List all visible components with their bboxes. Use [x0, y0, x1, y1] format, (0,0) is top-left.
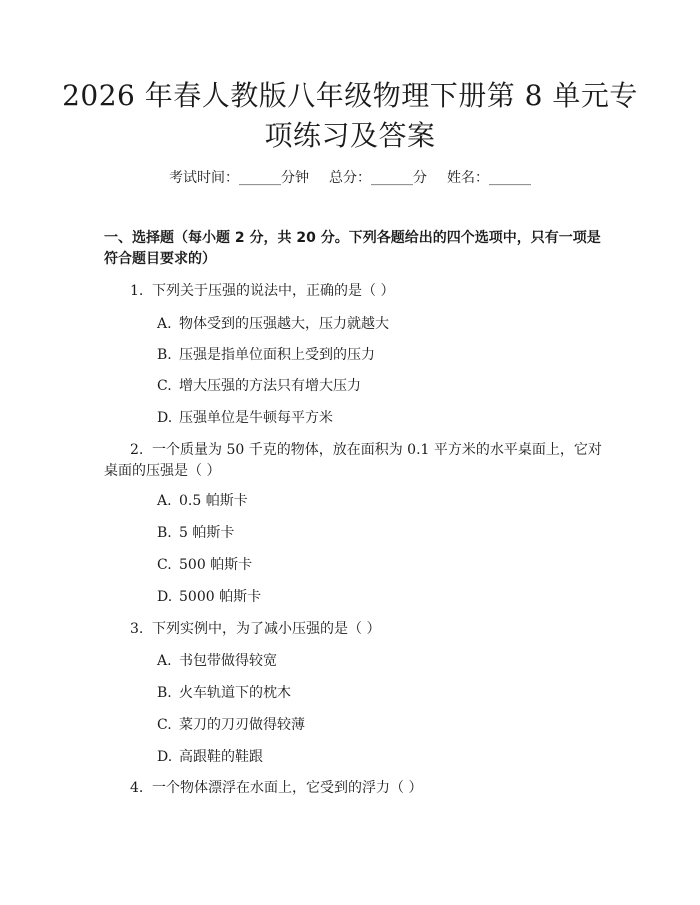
option-letter: B. [157, 525, 172, 541]
option-letter: C. [157, 378, 172, 394]
option-text: 0.5 帕斯卡 [179, 493, 248, 509]
question-1-option-b [157, 345, 375, 365]
question-number: 4. [130, 780, 144, 796]
option-letter: A. [157, 316, 172, 332]
question-3-option-b [157, 683, 291, 703]
exam-info [0, 168, 700, 188]
question-2-option-d [157, 587, 261, 607]
exam-time-label: 考试时间：______分钟 [169, 170, 309, 186]
option-text: 压强是指单位面积上受到的压力 [179, 347, 375, 363]
option-text: 高跟鞋的鞋跟 [179, 749, 263, 765]
question-3-option-a [157, 651, 277, 671]
option-text: 5 帕斯卡 [179, 525, 235, 541]
option-letter: D. [157, 410, 173, 426]
question-2-option-b [157, 523, 234, 543]
question-4 [104, 778, 604, 799]
question-number: 1. [130, 283, 144, 299]
option-letter: C. [157, 717, 172, 733]
question-2-option-a [157, 491, 248, 511]
question-number: 3. [130, 621, 144, 637]
question-number: 2. [130, 442, 144, 458]
question-3-option-c [157, 715, 305, 735]
option-letter: A. [157, 493, 172, 509]
question-2-option-c [157, 555, 252, 575]
question-1-option-d [157, 408, 333, 428]
option-letter: B. [157, 347, 172, 363]
question-text: 一个物体漂浮在水面上，它受到的浮力（ ） [152, 780, 423, 796]
question-2 [104, 440, 604, 482]
option-text: 菜刀的刀刃做得较薄 [179, 717, 305, 733]
option-text: 书包带做得较宽 [179, 653, 277, 669]
option-text: 5000 帕斯卡 [179, 589, 262, 605]
question-text: 下列关于压强的说法中，正确的是（ ） [152, 283, 395, 299]
option-letter: B. [157, 685, 172, 701]
option-letter: D. [157, 749, 173, 765]
option-letter: D. [157, 589, 173, 605]
option-text: 物体受到的压强越大，压力就越大 [179, 316, 389, 332]
option-text: 火车轨道下的枕木 [179, 685, 291, 701]
question-text: 一个质量为 50 千克的物体，放在面积为 0.1 平方米的水平桌面上，它对桌面的压强是（ ） [104, 442, 602, 479]
question-1-option-c [157, 376, 361, 396]
question-text: 下列实例中，为了减小压强的是（ ） [152, 621, 381, 637]
total-score-label: 总分：______分 [329, 170, 427, 186]
question-3 [104, 619, 604, 640]
option-text: 压强单位是牛顿每平方米 [179, 410, 333, 426]
option-text: 500 帕斯卡 [179, 557, 253, 573]
question-1 [104, 281, 604, 302]
page-title: 2026 年春人教版八年级物理下册第 8 单元专项练习及答案 [62, 79, 638, 152]
student-name-label: 姓名：______ [447, 170, 531, 186]
question-1-option-a [157, 314, 389, 334]
option-letter: A. [157, 653, 172, 669]
section-heading: 一、选择题（每小题 2 分，共 20 分。下列各题给出的四个选项中，只有一项是符合题目要求的） [104, 230, 601, 267]
option-text: 增大压强的方法只有增大压力 [179, 378, 361, 394]
option-letter: C. [157, 557, 172, 573]
question-3-option-d [157, 747, 263, 767]
